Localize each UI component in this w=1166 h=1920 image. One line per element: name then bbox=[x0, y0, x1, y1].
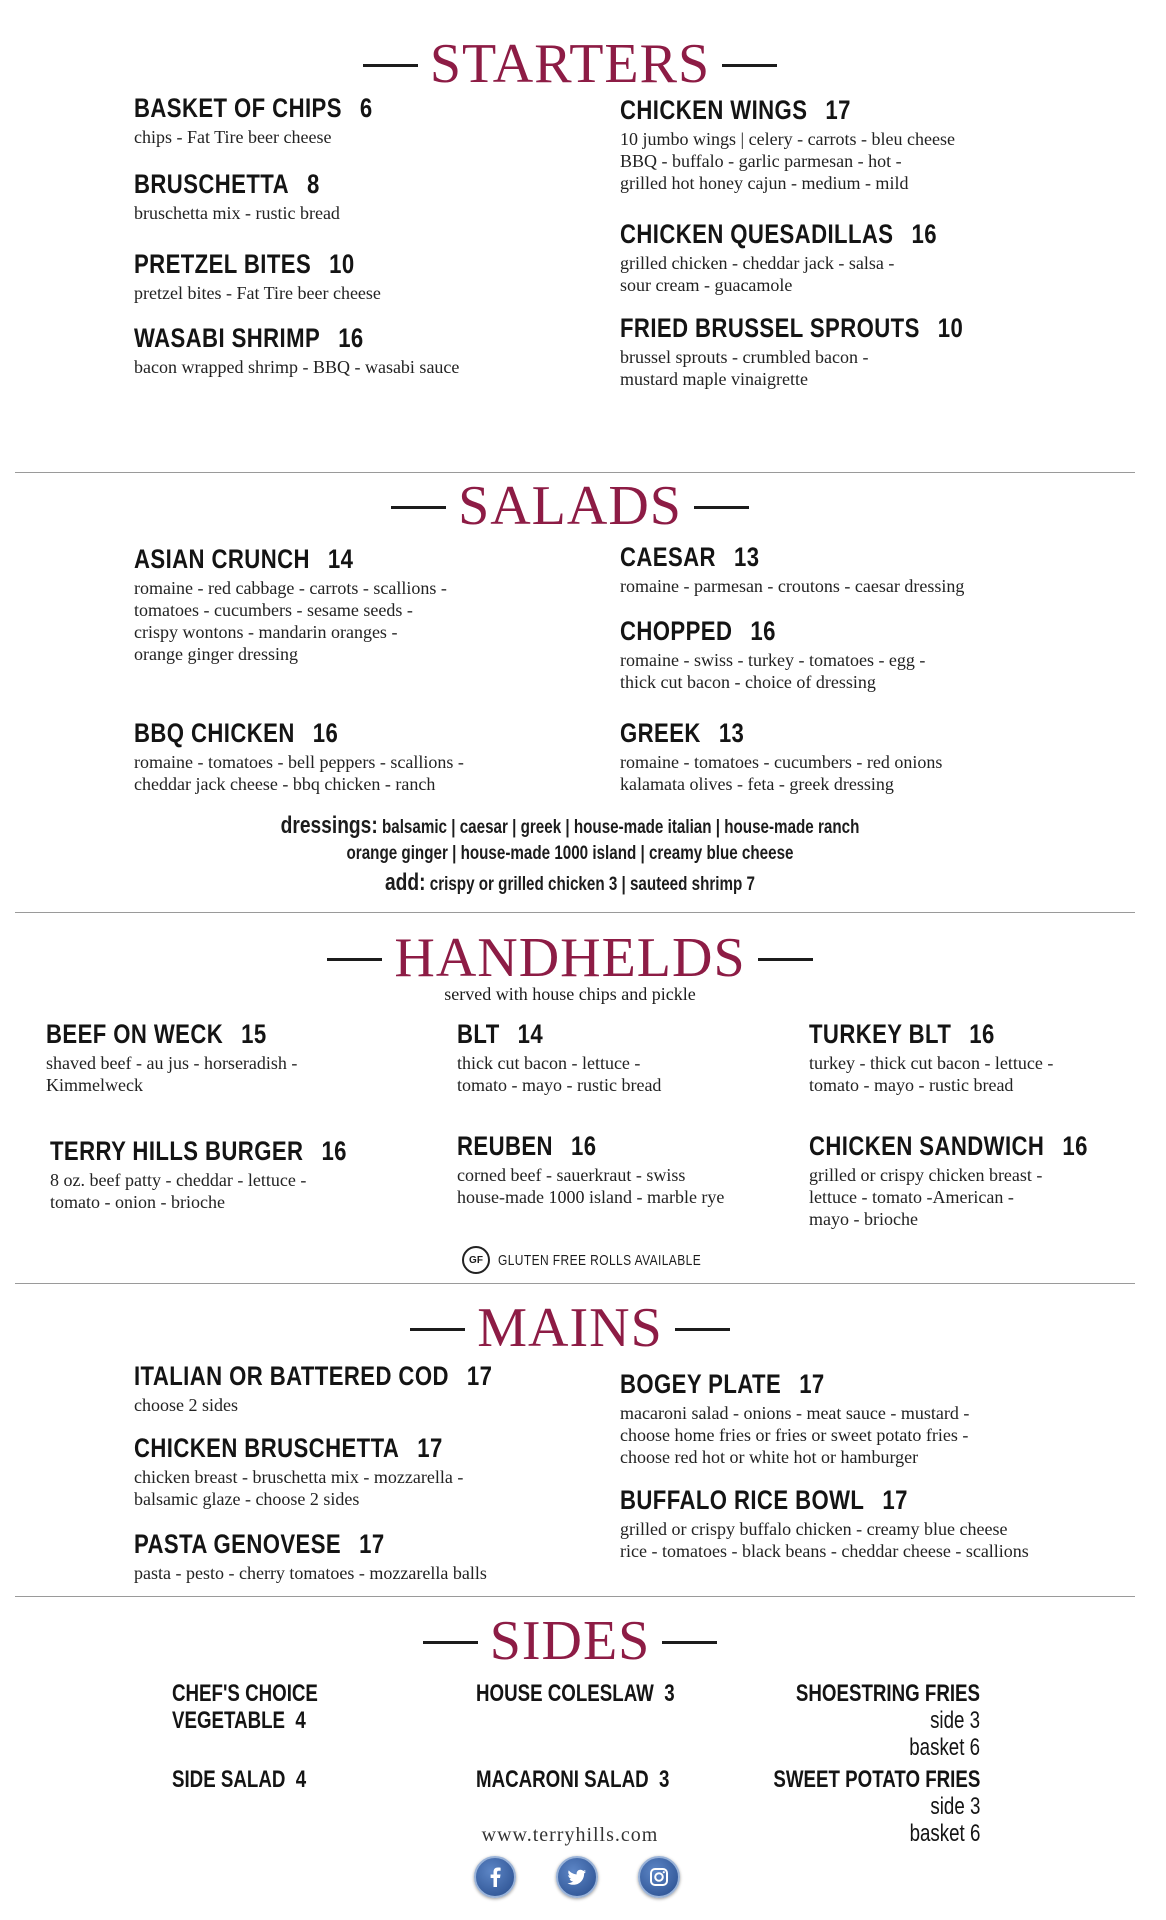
item-price: 14 bbox=[327, 544, 354, 574]
item-price: 17 bbox=[359, 1529, 385, 1559]
item-name: GREEK bbox=[620, 718, 701, 748]
gluten-free-text: GLUTEN FREE ROLLS AVAILABLE bbox=[498, 1251, 702, 1269]
item-price: 17 bbox=[417, 1433, 443, 1463]
item-name: TERRY HILLS BURGER bbox=[50, 1136, 304, 1166]
menu-item-terry-hills-burger bbox=[50, 1135, 412, 1213]
section-title-text: STARTERS bbox=[429, 33, 711, 95]
section-divider bbox=[15, 912, 1135, 913]
section-title-handhelds bbox=[0, 927, 1140, 989]
side-price: side 3 bbox=[930, 1793, 980, 1820]
item-price: 15 bbox=[241, 1019, 267, 1049]
menu-item-chicken-bruschetta bbox=[134, 1432, 511, 1510]
gluten-free-note bbox=[462, 1246, 752, 1274]
item-description: corned beef - sauerkraut - swiss house-made 1000 island - marble rye bbox=[457, 1165, 725, 1207]
item-description: romaine - tomatoes - cucumbers - red onions kalamata olives - feta - greek dressing bbox=[620, 752, 943, 794]
side-name: MACARONI SALAD bbox=[476, 1766, 649, 1793]
side-price: 3 bbox=[664, 1680, 675, 1707]
item-name: WASABI SHRIMP bbox=[134, 323, 321, 353]
item-description: grilled chicken - cheddar jack - salsa - sour cream - guacamole bbox=[620, 253, 895, 295]
side-name: SHOESTRING FRIES bbox=[795, 1680, 980, 1707]
menu-item-blt bbox=[457, 1018, 661, 1096]
item-description: chips - Fat Tire beer cheese bbox=[134, 127, 332, 147]
item-description: romaine - parmesan - croutons - caesar dressing bbox=[620, 576, 965, 596]
item-price: 17 bbox=[466, 1361, 493, 1391]
item-name: BOGEY PLATE bbox=[620, 1369, 782, 1399]
section-divider bbox=[15, 472, 1135, 473]
add-label: add: bbox=[384, 869, 426, 896]
menu-item-buffalo-rice-bowl bbox=[620, 1484, 1029, 1562]
item-description: bacon wrapped shrimp - BBQ - wasabi sauce bbox=[134, 357, 460, 377]
menu-item-bbq-chicken bbox=[134, 717, 464, 795]
item-name: BEEF ON WECK bbox=[46, 1019, 224, 1049]
side-name: SIDE SALAD bbox=[172, 1766, 286, 1793]
item-description: turkey - thick cut bacon - lettuce - tomato - mayo - rustic bread bbox=[809, 1053, 1054, 1095]
instagram-icon[interactable] bbox=[638, 1856, 680, 1898]
side-chefs-choice-vegetable bbox=[172, 1680, 318, 1734]
side-shoestring-fries bbox=[796, 1680, 980, 1761]
item-description: 10 jumbo wings | celery - carrots - bleu cheese BBQ - buffalo - garlic parmesan - hot - grilled hot honey cajun - medium - mild bbox=[620, 129, 955, 193]
item-name: BLT bbox=[457, 1019, 500, 1049]
menu-item-bruschetta bbox=[134, 168, 361, 224]
item-price: 10 bbox=[329, 249, 355, 279]
item-name: REUBEN bbox=[457, 1131, 553, 1161]
title-dash bbox=[391, 506, 446, 509]
item-price: 16 bbox=[321, 1136, 347, 1166]
item-name: CHICKEN SANDWICH bbox=[809, 1131, 1045, 1161]
menu-item-pasta-genovese bbox=[134, 1528, 487, 1584]
item-price: 10 bbox=[937, 313, 964, 343]
side-macaroni-salad bbox=[476, 1766, 669, 1793]
dressings-label: dressings: bbox=[280, 812, 378, 839]
item-name: PASTA GENOVESE bbox=[134, 1529, 342, 1559]
facebook-icon[interactable] bbox=[474, 1856, 516, 1898]
title-dash bbox=[675, 1328, 730, 1331]
title-dash bbox=[694, 506, 749, 509]
menu-item-chicken-sandwich bbox=[809, 1130, 1149, 1230]
item-description: pasta - pesto - cherry tomatoes - mozzarella balls bbox=[134, 1563, 487, 1583]
basket-price: basket 6 bbox=[909, 1820, 980, 1847]
menu-item-chicken-quesadillas bbox=[620, 218, 1007, 296]
item-description: 8 oz. beef patty - cheddar - lettuce - tomato - onion - brioche bbox=[50, 1170, 307, 1212]
title-dash bbox=[423, 1641, 478, 1644]
item-name: TURKEY BLT bbox=[809, 1019, 952, 1049]
section-title-text: SIDES bbox=[489, 1610, 651, 1672]
menu-item-beef-on-weck bbox=[46, 1018, 315, 1096]
side-house-coleslaw bbox=[476, 1680, 675, 1707]
menu-item-basket-of-chips bbox=[134, 92, 425, 148]
item-price: 16 bbox=[338, 323, 364, 353]
menu-item-bogey-plate bbox=[620, 1368, 969, 1468]
item-description: brussel sprouts - crumbled bacon - mustard maple vinaigrette bbox=[620, 347, 869, 389]
salad-dressings-line2 bbox=[114, 840, 1026, 867]
item-description: pretzel bites - Fat Tire beer cheese bbox=[134, 283, 381, 303]
title-dash bbox=[722, 64, 777, 67]
item-price: 16 bbox=[570, 1131, 597, 1161]
item-description: romaine - red cabbage - carrots - scallions - tomatoes - cucumbers - sesame seeds - crispy wontons - mandarin oranges - orange ginger dressing bbox=[134, 578, 447, 664]
section-title-text: SALADS bbox=[458, 475, 682, 537]
item-name: CHICKEN QUESADILLAS bbox=[620, 219, 894, 249]
item-name: PRETZEL BITES bbox=[134, 249, 312, 279]
menu-item-turkey-blt bbox=[809, 1018, 1053, 1096]
item-name: CHOPPED bbox=[620, 616, 733, 646]
section-title-starters bbox=[0, 33, 1140, 95]
item-name: BASKET OF CHIPS bbox=[134, 93, 342, 123]
section-title-sides bbox=[0, 1610, 1140, 1672]
menu-item-pretzel-bites bbox=[134, 248, 403, 304]
dressings-list: balsamic | caesar | greek | house-made italian | house-made ranch bbox=[381, 817, 860, 838]
side-name: VEGETABLE bbox=[172, 1707, 286, 1734]
item-description: thick cut bacon - lettuce - tomato - mayo - rustic bread bbox=[457, 1053, 662, 1095]
side-name: HOUSE COLESLAW bbox=[476, 1680, 654, 1707]
item-price: 6 bbox=[359, 93, 373, 123]
item-price: 17 bbox=[882, 1485, 908, 1515]
item-name: CHICKEN BRUSCHETTA bbox=[134, 1433, 400, 1463]
section-divider bbox=[15, 1596, 1135, 1597]
item-description: choose 2 sides bbox=[134, 1395, 238, 1415]
menu-item-chicken-wings bbox=[620, 94, 955, 194]
item-price: 16 bbox=[911, 219, 937, 249]
item-name: BBQ CHICKEN bbox=[134, 718, 295, 748]
add-options: crispy or grilled chicken 3 | sauteed shrimp 7 bbox=[429, 874, 756, 895]
menu-item-asian-crunch bbox=[134, 543, 447, 665]
item-name: CAESAR bbox=[620, 542, 716, 572]
section-divider bbox=[15, 1283, 1135, 1284]
menu-item-caesar bbox=[620, 541, 964, 597]
menu-item-wasabi-shrimp bbox=[134, 322, 459, 378]
title-dash bbox=[363, 64, 418, 67]
side-price: 4 bbox=[295, 1707, 306, 1734]
item-price: 17 bbox=[825, 95, 851, 125]
item-price: 8 bbox=[307, 169, 320, 199]
side-price: 3 bbox=[659, 1766, 670, 1793]
item-description: romaine - tomatoes - bell peppers - scallions - cheddar jack cheese - bbq chicken - ranch bbox=[134, 752, 464, 794]
item-price: 16 bbox=[969, 1019, 995, 1049]
item-description: grilled or crispy buffalo chicken - creamy blue cheese rice - tomatoes - black beans - cheddar cheese - scallions bbox=[620, 1519, 1029, 1561]
twitter-icon[interactable] bbox=[556, 1856, 598, 1898]
menu-item-fried-brussel-sprouts bbox=[620, 312, 1039, 390]
gluten-free-icon: GF bbox=[462, 1246, 490, 1274]
side-side-salad bbox=[172, 1766, 306, 1793]
item-price: 16 bbox=[1062, 1131, 1088, 1161]
item-description: shaved beef - au jus - horseradish - Kimmelweck bbox=[46, 1053, 298, 1095]
title-dash bbox=[758, 958, 813, 961]
section-title-salads bbox=[0, 475, 1140, 537]
website-link[interactable]: www.terryhills.com bbox=[481, 1824, 659, 1846]
item-description: bruschetta mix - rustic bread bbox=[134, 203, 340, 223]
menu-item-greek bbox=[620, 717, 942, 795]
section-title-text: MAINS bbox=[477, 1297, 663, 1359]
menu-item-reuben bbox=[457, 1130, 724, 1208]
salad-add-line bbox=[114, 869, 1026, 898]
dressings-list: orange ginger | house-made 1000 island | creamy blue cheese bbox=[346, 843, 794, 864]
section-title-mains bbox=[0, 1297, 1140, 1359]
item-name: ITALIAN OR BATTERED COD bbox=[134, 1361, 449, 1391]
section-title-text: HANDHELDS bbox=[394, 927, 746, 989]
title-dash bbox=[327, 958, 382, 961]
item-price: 16 bbox=[750, 616, 776, 646]
item-price: 14 bbox=[517, 1019, 544, 1049]
menu-item-italian-or-battered-cod bbox=[134, 1360, 571, 1416]
item-description: romaine - swiss - turkey - tomatoes - egg - thick cut bacon - choice of dressing bbox=[620, 650, 926, 692]
side-price: side 3 bbox=[930, 1707, 980, 1734]
item-name: ASIAN CRUNCH bbox=[134, 544, 310, 574]
item-description: grilled or crispy chicken breast - lettuce - tomato -American - mayo - brioche bbox=[809, 1165, 1043, 1229]
side-price: 4 bbox=[295, 1766, 307, 1793]
item-description: chicken breast - bruschetta mix - mozzarella - balsamic glaze - choose 2 sides bbox=[134, 1467, 464, 1509]
side-name: CHEF'S CHOICE bbox=[172, 1680, 318, 1707]
item-price: 13 bbox=[733, 542, 760, 572]
item-name: CHICKEN WINGS bbox=[620, 95, 808, 125]
item-price: 13 bbox=[718, 718, 745, 748]
title-dash bbox=[662, 1641, 717, 1644]
item-name: FRIED BRUSSEL SPROUTS bbox=[620, 313, 920, 343]
menu-item-chopped bbox=[620, 615, 925, 693]
item-name: BRUSCHETTA bbox=[134, 169, 289, 199]
handhelds-subtitle: served with house chips and pickle bbox=[444, 984, 696, 1004]
salad-dressings-line1 bbox=[114, 812, 1026, 841]
item-name: BUFFALO RICE BOWL bbox=[620, 1485, 865, 1515]
item-description: macaroni salad - onions - meat sauce - mustard - choose home fries or fries or sweet potato fries - choose red hot or white hot or hamburger bbox=[620, 1403, 970, 1467]
basket-price: basket 6 bbox=[909, 1734, 980, 1761]
item-price: 17 bbox=[799, 1369, 825, 1399]
title-dash bbox=[410, 1328, 465, 1331]
item-price: 16 bbox=[312, 718, 339, 748]
side-name: SWEET POTATO FRIES bbox=[773, 1766, 980, 1793]
